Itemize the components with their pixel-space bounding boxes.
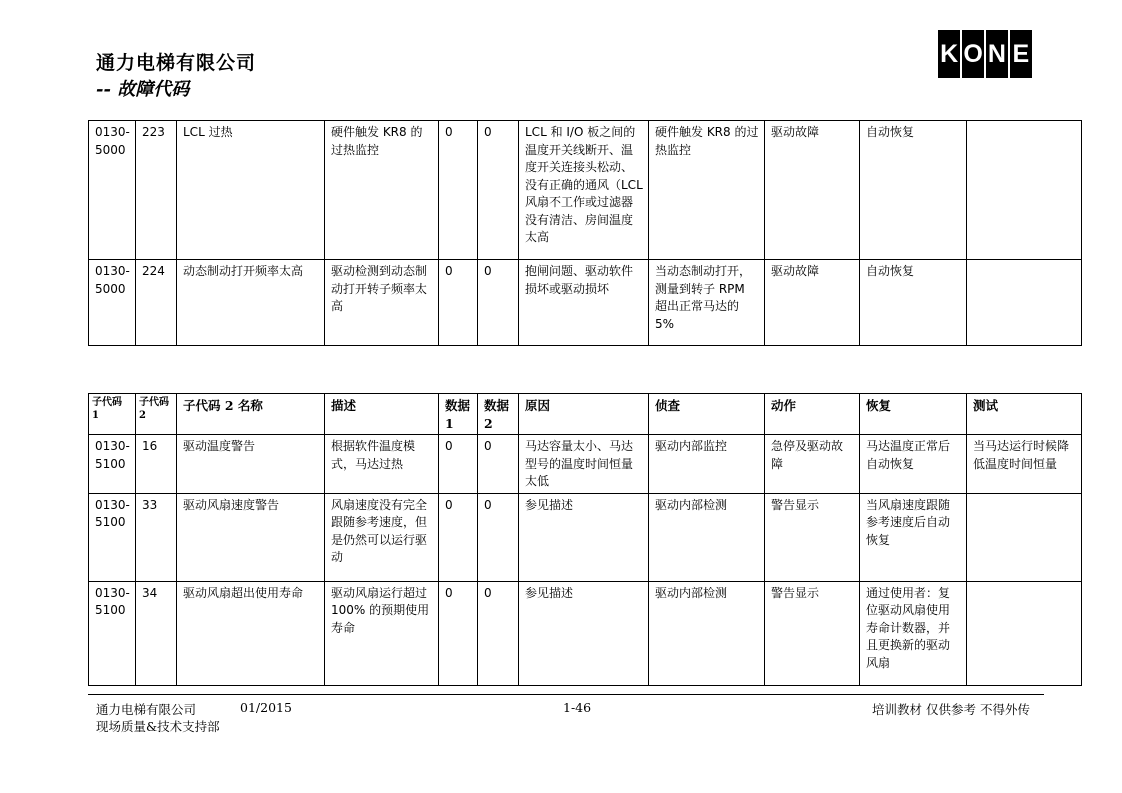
cell-subcode1: 0130-5100 (89, 435, 136, 494)
cell-detection: 驱动内部监控 (649, 435, 765, 494)
header-detection: 侦查 (649, 394, 765, 435)
cell-test (967, 121, 1082, 260)
cell-action: 急停及驱动故障 (765, 435, 860, 494)
fault-code-table-continued (88, 120, 1082, 346)
footer-date: 01/2015 (240, 700, 292, 715)
cell-detection: 硬件触发 KR8 的过热监控 (649, 121, 765, 260)
cell-subcode1: 0130-5000 (89, 121, 136, 260)
cell-test: 当马达运行时候降低温度时间恒量 (967, 435, 1082, 494)
cell-data2: 0 (478, 435, 519, 494)
cell-recovery: 自动恢复 (860, 260, 967, 346)
cell-data1: 0 (439, 121, 478, 260)
logo-tile (938, 30, 960, 78)
logo-tile (962, 30, 984, 78)
cell-name: 驱动风扇超出使用寿命 (177, 581, 325, 685)
cell-description: 驱动风扇运行超过 100% 的预期使用寿命 (325, 581, 439, 685)
header-data1: 数据 1 (439, 394, 478, 435)
cell-subcode2: 16 (136, 435, 177, 494)
cell-name: 驱动温度警告 (177, 435, 325, 494)
cell-test (967, 260, 1082, 346)
cell-subcode2: 33 (136, 493, 177, 581)
cell-cause: 参见描述 (519, 581, 649, 685)
footer-department: 现场质量&技术支持部 (96, 719, 220, 734)
cell-action: 警告显示 (765, 581, 860, 685)
cell-action: 驱动故障 (765, 121, 860, 260)
company-name: 通力电梯有限公司 (96, 52, 257, 74)
table-row (89, 121, 1082, 260)
logo-tile (986, 30, 1008, 78)
logo-letter: O (963, 40, 983, 68)
cell-data1: 0 (439, 260, 478, 346)
cell-cause: 马达容量太小、马达型号的温度时间恒量太低 (519, 435, 649, 494)
footer-note: 培训教材 仅供参考 不得外传 (872, 702, 1030, 717)
table-row (89, 260, 1082, 346)
header-action: 动作 (765, 394, 860, 435)
cell-action: 驱动故障 (765, 260, 860, 346)
cell-recovery: 自动恢复 (860, 121, 967, 260)
cell-data1: 0 (439, 581, 478, 685)
header-subcode2: 子代码 2 (136, 394, 177, 435)
cell-subcode2: 223 (136, 121, 177, 260)
cell-name: 动态制动打开频率太高 (177, 260, 325, 346)
table-row (89, 435, 1082, 494)
cell-data2: 0 (478, 260, 519, 346)
cell-description: 根据软件温度模式，马达过热 (325, 435, 439, 494)
cell-subcode2: 34 (136, 581, 177, 685)
cell-test (967, 493, 1082, 581)
page-number: 1-46 (563, 700, 592, 715)
cell-cause: LCL 和 I/O 板之间的温度开关线断开、温度开关连接头松动、没有正确的通风（LCL 风扇不工作或过滤器没有清洁、房间温度太高 (519, 121, 649, 260)
cell-subcode1: 0130-5000 (89, 260, 136, 346)
cell-subcode2: 224 (136, 260, 177, 346)
header-name: 子代码 2 名称 (177, 394, 325, 435)
cell-description: 风扇速度没有完全跟随参考速度，但是仍然可以运行驱动 (325, 493, 439, 581)
header-test: 测试 (967, 394, 1082, 435)
header-data2: 数据 2 (478, 394, 519, 435)
kone-logo (938, 30, 1032, 78)
cell-recovery: 马达温度正常后自动恢复 (860, 435, 967, 494)
footer-company: 通力电梯有限公司 (96, 702, 197, 717)
fault-code-table (88, 393, 1082, 686)
cell-description: 驱动检测到动态制动打开转子频率太高 (325, 260, 439, 346)
header-description: 描述 (325, 394, 439, 435)
logo-letter: K (940, 40, 959, 68)
cell-test (967, 581, 1082, 685)
cell-data2: 0 (478, 493, 519, 581)
cell-action: 警告显示 (765, 493, 860, 581)
cell-recovery: 通过使用者：复位驱动风扇使用寿命计数器，并且更换新的驱动风扇 (860, 581, 967, 685)
cell-subcode1: 0130-5100 (89, 581, 136, 685)
header-cause: 原因 (519, 394, 649, 435)
cell-data1: 0 (439, 435, 478, 494)
cell-data2: 0 (478, 581, 519, 685)
table-row (89, 581, 1082, 685)
cell-data2: 0 (478, 121, 519, 260)
logo-tile (1010, 30, 1032, 78)
cell-description: 硬件触发 KR8 的过热监控 (325, 121, 439, 260)
header-subcode1: 子代码 1 (89, 394, 136, 435)
cell-subcode1: 0130-5100 (89, 493, 136, 581)
cell-detection: 当动态制动打开，测量到转子 RPM 超出正常马达的 5% (649, 260, 765, 346)
table-header-row (89, 394, 1082, 435)
cell-data1: 0 (439, 493, 478, 581)
document-subtitle: -- 故障代码 (96, 79, 190, 100)
cell-detection: 驱动内部检测 (649, 581, 765, 685)
cell-cause: 抱闸问题、驱动软件损坏或驱动损坏 (519, 260, 649, 346)
logo-letter: E (1012, 40, 1030, 68)
cell-detection: 驱动内部检测 (649, 493, 765, 581)
cell-name: 驱动风扇速度警告 (177, 493, 325, 581)
cell-name: LCL 过热 (177, 121, 325, 260)
header-recovery: 恢复 (860, 394, 967, 435)
cell-recovery: 当风扇速度跟随参考速度后自动恢复 (860, 493, 967, 581)
footer-divider (88, 694, 1044, 695)
cell-cause: 参见描述 (519, 493, 649, 581)
logo-letter: N (987, 40, 1006, 68)
table-row (89, 493, 1082, 581)
